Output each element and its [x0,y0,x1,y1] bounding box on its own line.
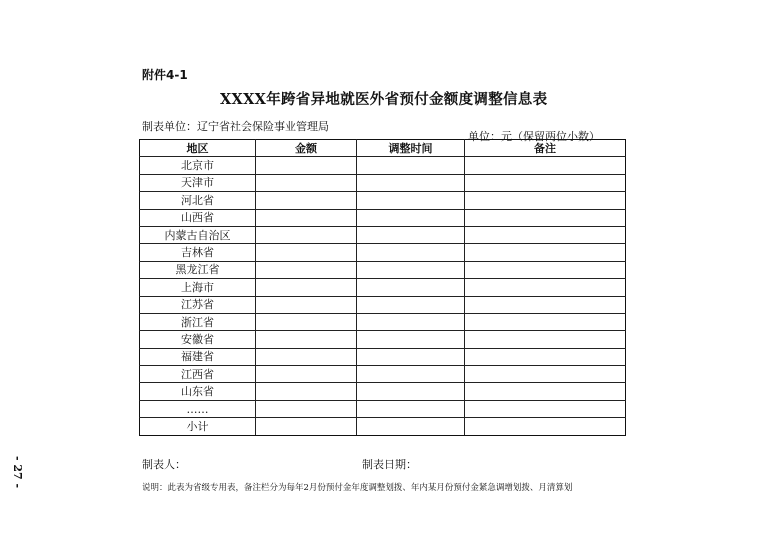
cell-remark [465,279,626,296]
header-remark: 备注 [465,140,626,157]
cell-adjust-time [357,313,465,330]
cell-adjust-time [357,279,465,296]
cell-remark [465,209,626,226]
cell-adjust-time [357,400,465,417]
cell-remark [465,261,626,278]
cell-region: 安徽省 [140,331,256,348]
cell-adjust-time [357,157,465,174]
cell-region: 内蒙古自治区 [140,226,256,243]
table-row [140,331,626,348]
cell-amount [256,157,357,174]
cell-region: 吉林省 [140,244,256,261]
cell-region: 山东省 [140,383,256,400]
cell-adjust-time [357,418,465,435]
cell-remark [465,244,626,261]
cell-remark [465,313,626,330]
table-header-row [140,140,626,157]
cell-amount [256,383,357,400]
table-row [140,400,626,417]
cell-remark [465,383,626,400]
cell-amount [256,192,357,209]
cell-remark [465,400,626,417]
cell-amount [256,226,357,243]
cell-remark [465,157,626,174]
explanatory-note: 说明：此表为省级专用表，备注栏分为每年2月份预付金年度调整划拨、年内某月份预付金紧急调增划拨、月清算划 [142,483,573,493]
table-row [140,383,626,400]
cell-amount [256,348,357,365]
cell-region: 小计 [140,418,256,435]
cell-amount [256,331,357,348]
cell-remark [465,348,626,365]
cell-adjust-time [357,174,465,191]
cell-region: 福建省 [140,348,256,365]
cell-adjust-time [357,226,465,243]
cell-amount [256,174,357,191]
unit-note: 单位：元（保留两位小数） [468,130,600,143]
preparer-label: 制表人： [142,458,186,471]
cell-amount [256,261,357,278]
table-row [140,279,626,296]
table-row [140,296,626,313]
table-body [140,157,626,435]
table-row [140,157,626,174]
cell-region: 浙江省 [140,313,256,330]
cell-adjust-time [357,366,465,383]
cell-region: 河北省 [140,192,256,209]
header-adjust-time: 调整时间 [357,140,465,157]
table-row [140,366,626,383]
table-row [140,244,626,261]
page-number: - 27 - [11,456,24,489]
table-row [140,174,626,191]
cell-remark [465,192,626,209]
cell-amount [256,296,357,313]
cell-adjust-time [357,348,465,365]
info-table [139,139,626,436]
cell-region: 上海市 [140,279,256,296]
cell-remark [465,296,626,313]
header-amount: 金额 [256,140,357,157]
prepared-unit: 制表单位：辽宁省社会保险事业管理局 [142,120,329,133]
cell-amount [256,313,357,330]
cell-adjust-time [357,244,465,261]
cell-adjust-time [357,331,465,348]
attachment-label: 附件4-1 [142,68,188,82]
cell-region: 山西省 [140,209,256,226]
cell-region: 江西省 [140,366,256,383]
date-label: 制表日期： [362,458,417,471]
cell-remark [465,174,626,191]
cell-amount [256,244,357,261]
table-row [140,418,626,435]
header-region: 地区 [140,140,256,157]
table-row [140,261,626,278]
table-row [140,348,626,365]
cell-region: 天津市 [140,174,256,191]
cell-remark [465,418,626,435]
cell-adjust-time [357,261,465,278]
cell-remark [465,331,626,348]
cell-adjust-time [357,209,465,226]
cell-region: …… [140,400,256,417]
cell-adjust-time [357,192,465,209]
table-row [140,192,626,209]
cell-amount [256,366,357,383]
cell-amount [256,279,357,296]
cell-remark [465,226,626,243]
table-row [140,313,626,330]
cell-region: 北京市 [140,157,256,174]
table-row [140,209,626,226]
cell-region: 江苏省 [140,296,256,313]
table-row [140,226,626,243]
document-title: XXXX年跨省异地就医外省预付金额度调整信息表 [220,91,548,108]
cell-amount [256,418,357,435]
cell-adjust-time [357,296,465,313]
cell-adjust-time [357,383,465,400]
cell-remark [465,366,626,383]
cell-amount [256,400,357,417]
cell-amount [256,209,357,226]
cell-region: 黑龙江省 [140,261,256,278]
